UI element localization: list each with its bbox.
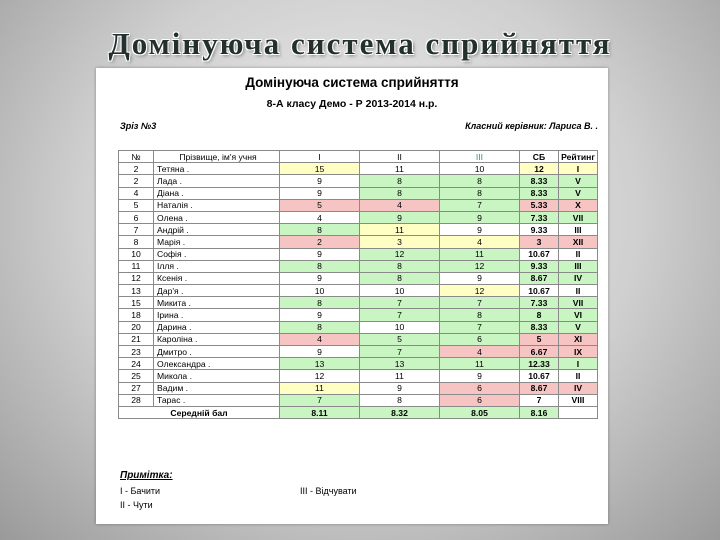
row-grade-ii: 11: [360, 370, 440, 382]
row-grade-ii: 9: [360, 382, 440, 394]
row-grade-iii: 7: [440, 321, 520, 333]
row-rank: IV: [559, 382, 598, 394]
row-grade-ii: 9: [360, 211, 440, 223]
table-row: [119, 199, 598, 211]
row-sb: 7: [520, 394, 559, 406]
row-grade-i: 13: [280, 358, 360, 370]
row-name: Діана .: [154, 187, 280, 199]
average-ii: 8.32: [360, 406, 440, 418]
row-grade-iii: 9: [440, 370, 520, 382]
teacher-label: Класний керівник: Лариса В. .: [465, 121, 598, 131]
table-row: [119, 346, 598, 358]
row-num: 12: [119, 272, 154, 284]
row-rank: I: [559, 163, 598, 175]
table-row: [119, 285, 598, 297]
row-name: Лада .: [154, 175, 280, 187]
row-grade-i: 9: [280, 175, 360, 187]
row-num: 7: [119, 224, 154, 236]
row-grade-iii: 8: [440, 187, 520, 199]
row-name: Микола .: [154, 370, 280, 382]
row-grade-i: 8: [280, 260, 360, 272]
row-grade-ii: 13: [360, 358, 440, 370]
row-num: 28: [119, 394, 154, 406]
row-name: Марія .: [154, 236, 280, 248]
row-rank: II: [559, 370, 598, 382]
legend-item-iii: III - Відчувати: [300, 486, 357, 496]
row-grade-ii: 4: [360, 199, 440, 211]
row-sb: 10.67: [520, 285, 559, 297]
row-name: Ірина .: [154, 309, 280, 321]
row-sb: 8.33: [520, 175, 559, 187]
row-name: Тетяна .: [154, 163, 280, 175]
table-row: [119, 309, 598, 321]
row-num: 18: [119, 309, 154, 321]
row-sb: 10.67: [520, 248, 559, 260]
row-grade-ii: 8: [360, 175, 440, 187]
row-sb: 7.33: [520, 297, 559, 309]
row-grade-ii: 5: [360, 333, 440, 345]
row-num: 6: [119, 211, 154, 223]
table-row: [119, 297, 598, 309]
row-grade-i: 8: [280, 321, 360, 333]
table-row: [119, 211, 598, 223]
row-grade-i: 7: [280, 394, 360, 406]
row-name: Дарина .: [154, 321, 280, 333]
row-rank: XI: [559, 333, 598, 345]
row-rank: III: [559, 260, 598, 272]
row-rank: II: [559, 248, 598, 260]
row-grade-ii: 10: [360, 321, 440, 333]
row-sb: 8.33: [520, 187, 559, 199]
header-rank: Рейтинг: [559, 151, 598, 163]
document-title: Домінуюча система сприйняття: [245, 75, 459, 90]
row-grade-i: 10: [280, 285, 360, 297]
row-rank: VII: [559, 211, 598, 223]
row-rank: I: [559, 358, 598, 370]
row-sb: 8.33: [520, 321, 559, 333]
average-row: [119, 406, 598, 418]
row-rank: V: [559, 187, 598, 199]
row-grade-ii: 8: [360, 272, 440, 284]
table-row: [119, 260, 598, 272]
row-num: 5: [119, 199, 154, 211]
row-grade-i: 8: [280, 297, 360, 309]
row-grade-iii: 9: [440, 272, 520, 284]
row-grade-i: 11: [280, 382, 360, 394]
table-row: [119, 187, 598, 199]
row-grade-i: 4: [280, 333, 360, 345]
row-sb: 5.33: [520, 199, 559, 211]
row-num: 4: [119, 187, 154, 199]
slide-title: Домінуюча система сприйняття: [108, 26, 612, 61]
row-sb: 3: [520, 236, 559, 248]
row-name: Дмитро .: [154, 346, 280, 358]
row-rank: VI: [559, 309, 598, 321]
row-sb: 10.67: [520, 370, 559, 382]
legend-item-ii: II - Чути: [120, 500, 153, 510]
document-subtitle: 8-А класу Демо - Р 2013-2014 н.р.: [266, 98, 438, 110]
note-title: Примітка:: [120, 470, 173, 481]
header-iii: III: [440, 151, 520, 163]
row-grade-iii: 11: [440, 248, 520, 260]
row-num: 8: [119, 236, 154, 248]
row-name: Ілля .: [154, 260, 280, 272]
row-grade-iii: 4: [440, 346, 520, 358]
row-num: 2: [119, 175, 154, 187]
table-row: [119, 272, 598, 284]
row-rank: V: [559, 321, 598, 333]
row-sb: 12: [520, 163, 559, 175]
row-grade-ii: 3: [360, 236, 440, 248]
row-name: Наталія .: [154, 199, 280, 211]
row-sb: 8: [520, 309, 559, 321]
row-grade-iii: 4: [440, 236, 520, 248]
row-name: Олександра .: [154, 358, 280, 370]
average-i: 8.11: [280, 406, 360, 418]
table-row: [119, 321, 598, 333]
slice-label: Зріз №3: [120, 121, 157, 131]
row-grade-iii: 8: [440, 309, 520, 321]
row-rank: VII: [559, 297, 598, 309]
row-num: 24: [119, 358, 154, 370]
row-num: 15: [119, 297, 154, 309]
row-grade-ii: 10: [360, 285, 440, 297]
row-grade-iii: 8: [440, 175, 520, 187]
average-rank-empty: [559, 406, 598, 418]
row-name: Тарас .: [154, 394, 280, 406]
row-grade-iii: 6: [440, 382, 520, 394]
row-grade-ii: 8: [360, 394, 440, 406]
row-num: 20: [119, 321, 154, 333]
table-row: [119, 175, 598, 187]
row-name: Кароліна .: [154, 333, 280, 345]
row-sb: 5: [520, 333, 559, 345]
header-num: №: [119, 151, 154, 163]
row-num: 25: [119, 370, 154, 382]
row-name: Софія .: [154, 248, 280, 260]
table-row: [119, 333, 598, 345]
average-sb: 8.16: [520, 406, 559, 418]
row-grade-ii: 8: [360, 260, 440, 272]
row-rank: III: [559, 224, 598, 236]
table-row: [119, 394, 598, 406]
grades-table: [118, 150, 598, 419]
row-grade-iii: 7: [440, 199, 520, 211]
row-name: Олена .: [154, 211, 280, 223]
row-grade-i: 5: [280, 199, 360, 211]
header-name: Прізвище, ім'я учня: [154, 151, 280, 163]
row-num: 27: [119, 382, 154, 394]
row-grade-iii: 12: [440, 260, 520, 272]
row-grade-i: 2: [280, 236, 360, 248]
row-rank: X: [559, 199, 598, 211]
row-grade-iii: 6: [440, 394, 520, 406]
average-iii: 8.05: [440, 406, 520, 418]
row-name: Микита .: [154, 297, 280, 309]
row-rank: IV: [559, 272, 598, 284]
row-grade-iii: 9: [440, 211, 520, 223]
legend-item-i: I - Бачити: [120, 486, 161, 496]
row-name: Андрій .: [154, 224, 280, 236]
row-grade-i: 9: [280, 272, 360, 284]
header-ii: II: [360, 151, 440, 163]
table-row: [119, 163, 598, 175]
row-name: Ксенія .: [154, 272, 280, 284]
row-grade-i: 12: [280, 370, 360, 382]
row-num: 2: [119, 163, 154, 175]
row-grade-ii: 7: [360, 346, 440, 358]
row-grade-ii: 11: [360, 224, 440, 236]
row-grade-iii: 6: [440, 333, 520, 345]
table-row: [119, 358, 598, 370]
table-row: [119, 224, 598, 236]
row-sb: 9.33: [520, 224, 559, 236]
row-rank: II: [559, 285, 598, 297]
row-num: 10: [119, 248, 154, 260]
row-grade-i: 9: [280, 346, 360, 358]
row-grade-ii: 7: [360, 309, 440, 321]
header-i: I: [280, 151, 360, 163]
row-grade-iii: 12: [440, 285, 520, 297]
row-grade-i: 15: [280, 163, 360, 175]
row-grade-iii: 9: [440, 224, 520, 236]
row-name: Вадим .: [154, 382, 280, 394]
row-sb: 12.33: [520, 358, 559, 370]
row-num: 23: [119, 346, 154, 358]
row-sb: 7.33: [520, 211, 559, 223]
table-row: [119, 382, 598, 394]
row-grade-iii: 7: [440, 297, 520, 309]
row-sb: 8.67: [520, 382, 559, 394]
row-rank: VIII: [559, 394, 598, 406]
row-grade-ii: 8: [360, 187, 440, 199]
row-name: Дар'я .: [154, 285, 280, 297]
row-num: 11: [119, 260, 154, 272]
row-num: 21: [119, 333, 154, 345]
row-grade-i: 9: [280, 248, 360, 260]
header-sb: СБ: [520, 151, 559, 163]
row-grade-i: 9: [280, 309, 360, 321]
row-grade-ii: 11: [360, 163, 440, 175]
row-sb: 8.67: [520, 272, 559, 284]
row-rank: V: [559, 175, 598, 187]
document-page: [96, 68, 608, 524]
table-row: [119, 370, 598, 382]
row-sb: 9.33: [520, 260, 559, 272]
table-row: [119, 236, 598, 248]
row-num: 13: [119, 285, 154, 297]
table-header-row: [119, 151, 598, 163]
table-row: [119, 248, 598, 260]
row-grade-i: 4: [280, 211, 360, 223]
table-body: [119, 163, 598, 407]
average-label: Середній бал: [119, 406, 280, 418]
row-grade-i: 8: [280, 224, 360, 236]
row-rank: IX: [559, 346, 598, 358]
row-grade-ii: 12: [360, 248, 440, 260]
row-sb: 6.67: [520, 346, 559, 358]
row-grade-iii: 10: [440, 163, 520, 175]
row-rank: XII: [559, 236, 598, 248]
row-grade-iii: 11: [440, 358, 520, 370]
row-grade-ii: 7: [360, 297, 440, 309]
row-grade-i: 9: [280, 187, 360, 199]
